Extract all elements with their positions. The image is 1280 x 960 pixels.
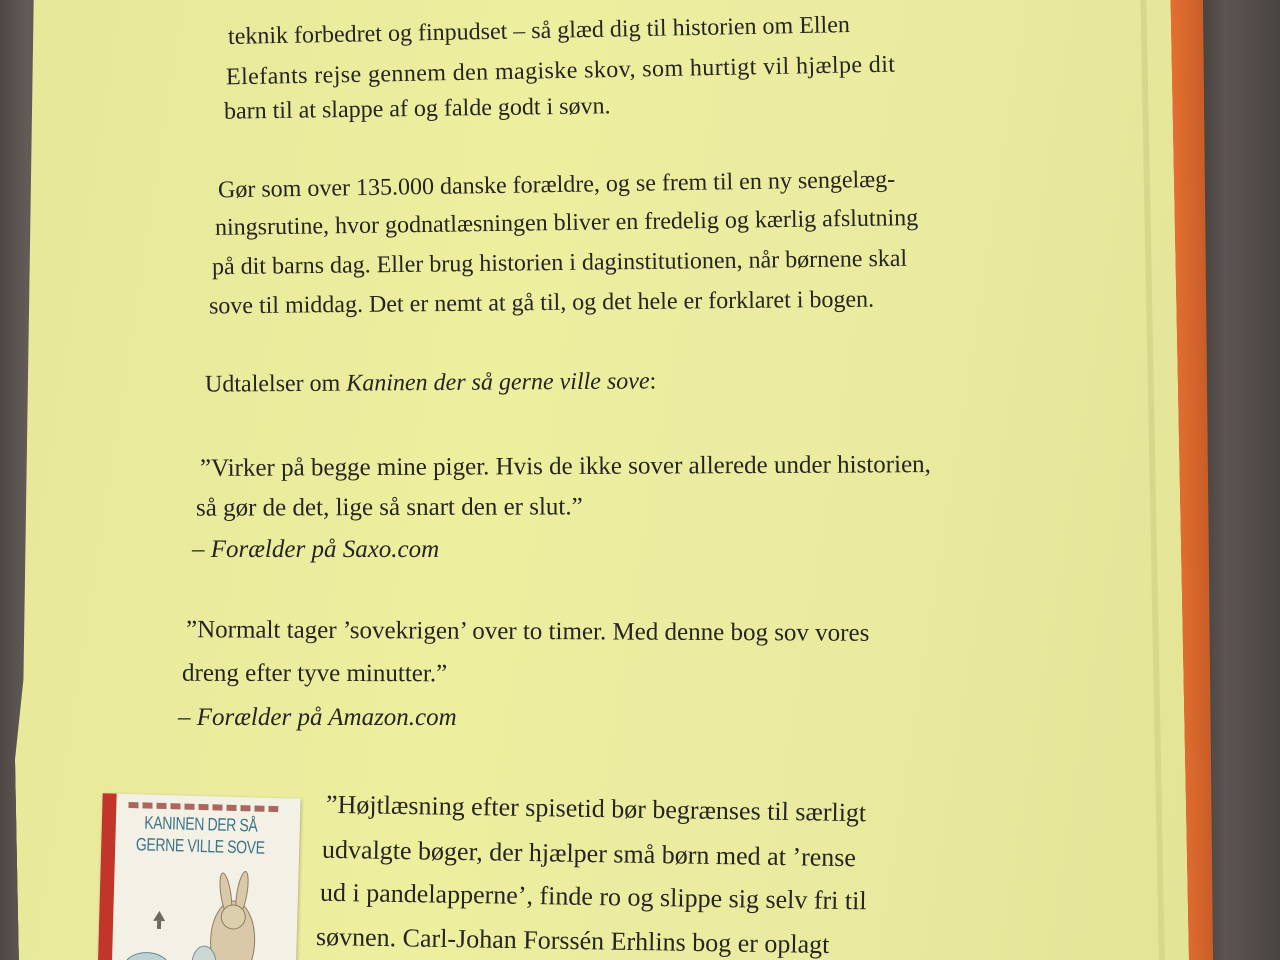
thumbnail-title-line1: KANINEN DER SÅ — [144, 812, 258, 836]
statements-colon: : — [649, 368, 657, 395]
quote3-line3: ud i pandelapperne’, finde ro og slippe sig selv fri til — [319, 877, 867, 916]
paragraph2-line1: Gør som over 135.000 danske forældre, og se frem til en ny sengelæg- — [217, 166, 896, 204]
paragraph1-line3: barn til at slappe af og falde godt i søvn. — [223, 93, 611, 125]
paragraph2-line4: sove til middag. Det er nemt at gå til, og det hele er forklaret i bogen. — [208, 286, 875, 320]
paragraph1-line2: Elefants rejse gennem den magiske skov, som hurtigt vil hjælpe dit — [225, 51, 896, 91]
paragraph2-line3: på dit barns dag. Eller brug historien i daginstitutionen, når børnene skal — [211, 245, 908, 281]
statements-intro: Udtalelser om — [204, 370, 347, 398]
thumbnail-title-line2: GERNE VILLE SOVE — [135, 834, 265, 858]
quote2-line2: dreng efter tyve minutter.” — [181, 659, 448, 688]
quote3-line1: ”Højtlæsning efter spisetid bør begrænses til særligt — [325, 789, 867, 828]
statements-book-title: Kaninen der så gerne ville sove — [346, 368, 650, 397]
quote3-line4: søvnen. Carl-Johan Forssén Erhlins bog er oplagt — [315, 921, 830, 960]
paragraph1-line1: teknik forbedret og finpudset – så glæd dig til historien om Ellen — [227, 12, 851, 50]
quote2-line1: ”Normalt tager ’sovekrigen’ over to timer. Med denne bog sov vores — [185, 616, 870, 647]
paragraph2-line2: ningsrutine, hvor godnatlæsningen bliver en fredelig og kærlig afslutning — [214, 205, 919, 241]
statements-heading — [205, 368, 656, 398]
quote1-line1: ”Virker på begge mine piger. Hvis de ikke sover allerede under historien, — [199, 451, 931, 482]
quote1-line2: så gør de det, lige så snart den er slut.” — [195, 493, 583, 522]
thumbnail-rabbit-illustration — [111, 858, 285, 960]
book-thumbnail — [97, 793, 300, 960]
thumbnail-decorative-band — [128, 802, 278, 812]
quote1-attribution: – Forælder på Saxo.com — [192, 536, 440, 563]
quote2-attribution: – Forælder på Amazon.com — [178, 704, 457, 731]
quote3-line2: udvalgte bøger, der hjælper små børn med at ’rense — [321, 834, 857, 873]
